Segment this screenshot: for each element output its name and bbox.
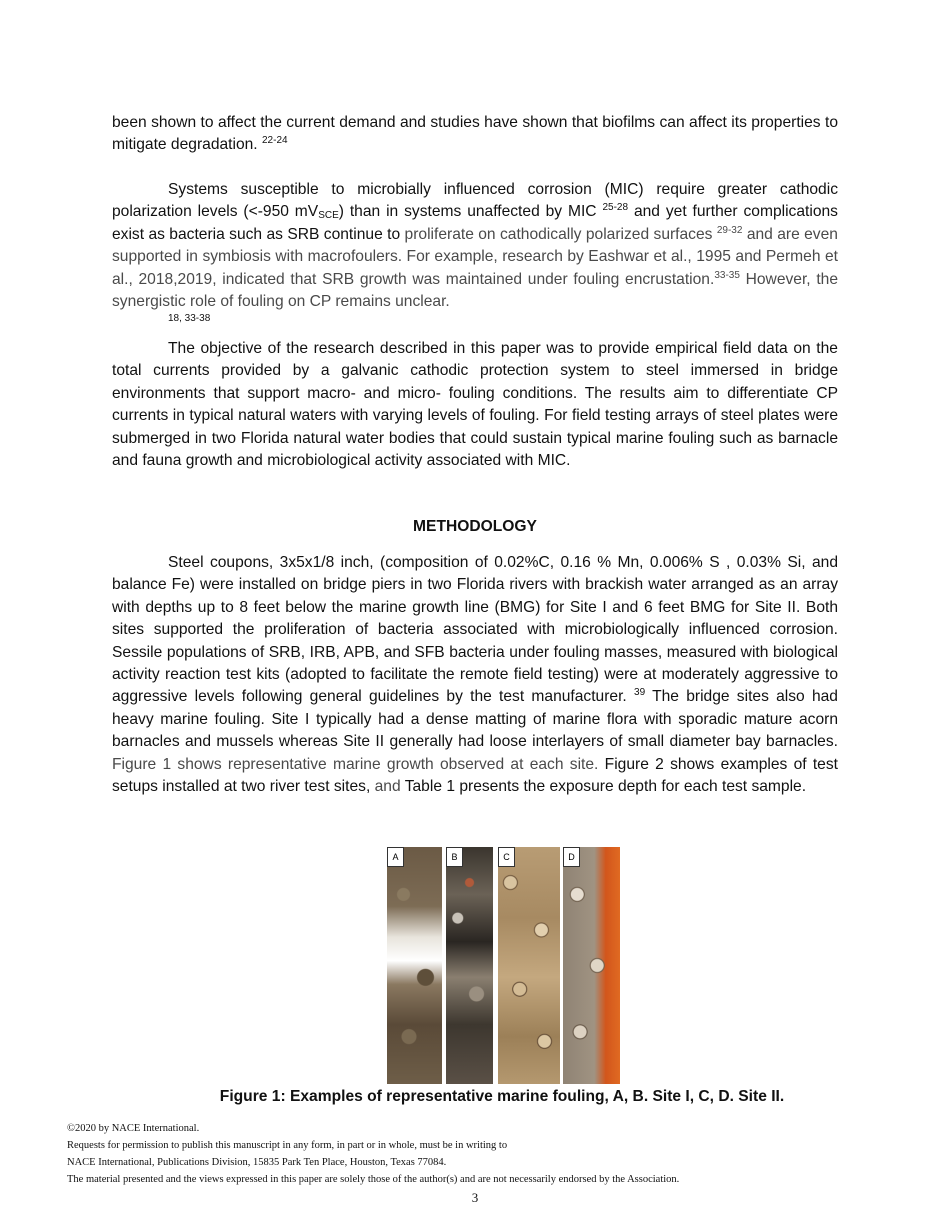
footer-line: NACE International, Publications Division, 15835 Park Ten Place, Houston, Texas 77084.	[67, 1157, 447, 1168]
paragraph-methodology: Steel coupons, 3x5x1/8 inch, (composition of 0.02%C, 0.16 % Mn, 0.006% S , 0.03% Si, and balance Fe) were installed on bridge piers in two Florida rivers with brackish water arranged as an array with depths up to 8 feet below the marine growth line (BMG) for Site I and 6 feet BMG for Site II. Both sites supported the proliferation of bacteria associated with microbiologically influenced corrosion. Sessile populations of SRB, IRB, APB, and SFB bacteria under fouling masses, measured with biological activity reaction test kits (adopted to facilitate the remote field testing) were at moderately aggressive to aggressive levels following general guidelines by the test manufacturer. $^{39}$ The bridge sites also had heavy marine fouling. Site I typically had a dense matting of marine flora with sporadic mature acorn barnacles and mussels whereas Site II generally had loose interlayers of small diameter bay barnacles. Figure 1 shows representative marine growth observed at each site. Figure 2 shows examples of test setups installed at two river test sites, and Table 1 presents the exposure depth for each test sample.	[112, 554, 838, 796]
section-heading: METHODOLOGY	[413, 518, 537, 535]
citation: 33-35	[714, 269, 740, 281]
paragraph-mic: Systems susceptible to microbially influenced corrosion (MIC) require greater cathodic polarization levels (<-950 $mV_{SCE}$) than in systems unaffected by MIC $^{25-28}$ and yet further complications exist as bacteria such as SRB continue to proliferate on cathodically polarized surfaces $^{29-32}$ and are even supported in symbiosis with macrofoulers. For example, research by Eashwar et al., 1995 and Permeh et al., 2018,2019, indicated that SRB growth was maintained under fouling encrustation.$^{33-35}$ However, the synergistic role of fouling on CP remains unclear. 18, 33-38	[112, 181, 839, 325]
fouling-photo-a	[387, 847, 442, 1084]
copyright-footer	[67, 1120, 887, 1188]
fouling-photo-b	[446, 847, 493, 1084]
panel-label-c: C	[498, 847, 515, 867]
fouling-photo-c	[498, 847, 560, 1084]
footer-line: ©2020 by NACE International.	[67, 1123, 200, 1134]
fouling-photo-d	[563, 847, 620, 1084]
citation: 39	[634, 687, 646, 699]
figure-caption: Figure 1: Examples of representative marine fouling, A, B. Site I, C, D. Site II.	[219, 1088, 785, 1105]
page-number: 3	[471, 1190, 479, 1205]
citation: 22-24	[261, 135, 288, 147]
panel-label-b: B	[446, 847, 463, 867]
citation: 18, 33-38	[168, 313, 211, 325]
citation: 25-28	[602, 202, 629, 214]
citation: 29-32	[716, 224, 743, 236]
panel-label-a: A	[387, 847, 404, 867]
panel-label-d: D	[563, 847, 580, 867]
paragraph-objective: The objective of the research described in this paper was to provide empirical field data on the total currents provided by a galvanic cathodic protection system to steel immersed in bridge environments that support macro- and micro- fouling conditions. The results aim to differentiate CP currents in typical natural waters with varying levels of fouling. For field testing arrays of steel plates were submerged in two Florida natural water bodies that could sustain typical marine fouling such as barnacle and fauna growth and microbiological activity associated with MIC.	[112, 340, 838, 470]
footer-line: Requests for permission to publish this manuscript in any form, in part or in whole, must be in writing to	[67, 1140, 508, 1151]
paragraph-continuation: been shown to affect the current demand and studies have shown that biofilms can affect its properties to mitigate degradation. $^{22-24}$	[112, 114, 838, 154]
footer-line: The material presented and the views expressed in this paper are solely those of the author(s) and are not necessarily endorsed by the Association.	[67, 1174, 680, 1185]
